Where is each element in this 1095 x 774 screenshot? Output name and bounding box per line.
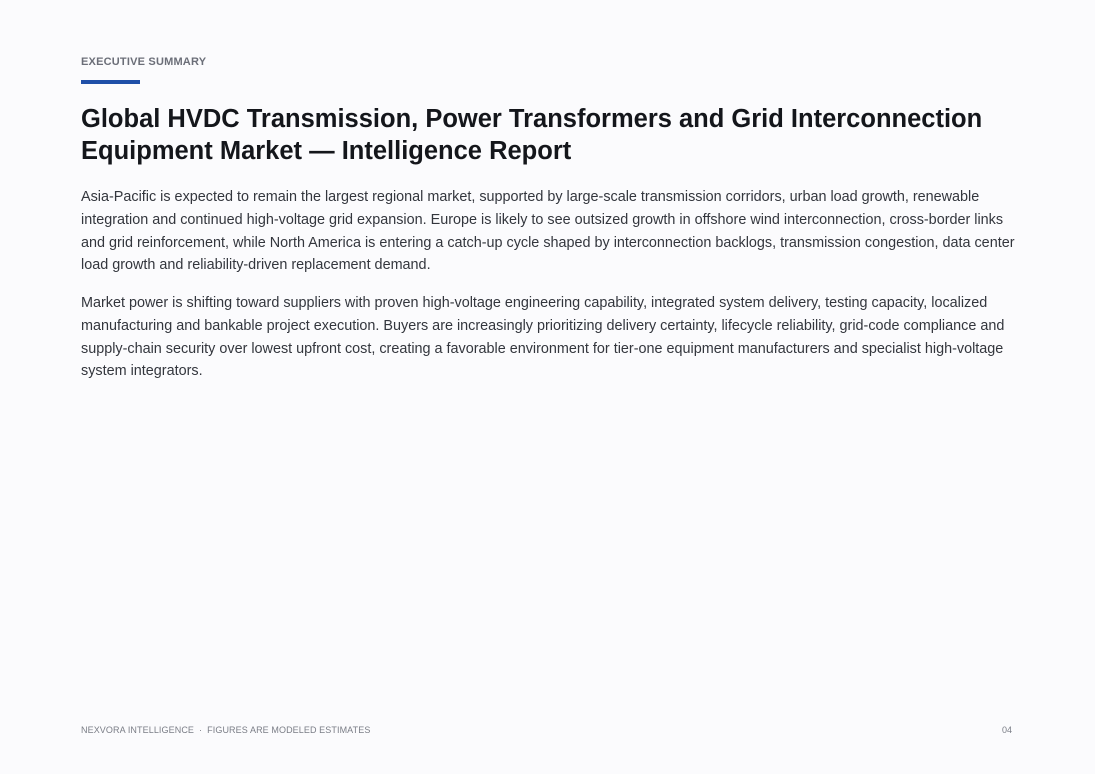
summary-paragraph-regional: Asia-Pacific is expected to remain the largest regional market, supported by large-scale transmission corridors, urban load growth, renewable integration and continued high-voltage grid expansion. Europe is likely to see outsized growth in offshore wind interconnection, cross-border links and grid reinforcement, while North America is entering a catch-up cycle shaped by interconnection backlogs, transmission congestion, data center load growth and reliability-driven replacement demand. — [81, 189, 1015, 274]
footer — [81, 725, 370, 735]
page-number: 04 — [1002, 725, 1013, 735]
section-label: EXECUTIVE SUMMARY — [81, 56, 207, 68]
summary-paragraph-market-power: Market power is shifting toward suppliers with proven high-voltage engineering capability, integrated system delivery, testing capacity, localized manufacturing and bankable project execution. Buyers are increasingly prioritizing delivery certainty, lifecycle reliability, grid-code compliance and supply-chain security over lowest upfront cost, creating a favorable environment for tier-one equipment manufacturers and specialist high-voltage system integrators. — [81, 295, 1005, 380]
footer-separator: · — [199, 725, 203, 735]
page-title: Global HVDC Transmission, Power Transformers and Grid Interconnection Equipment Market — Intelligence Report — [81, 105, 983, 165]
footer-brand: NEXVORA INTELLIGENCE — [81, 725, 195, 735]
section-accent-rule — [81, 80, 140, 84]
footer-note: FIGURES ARE MODELED ESTIMATES — [207, 725, 371, 735]
